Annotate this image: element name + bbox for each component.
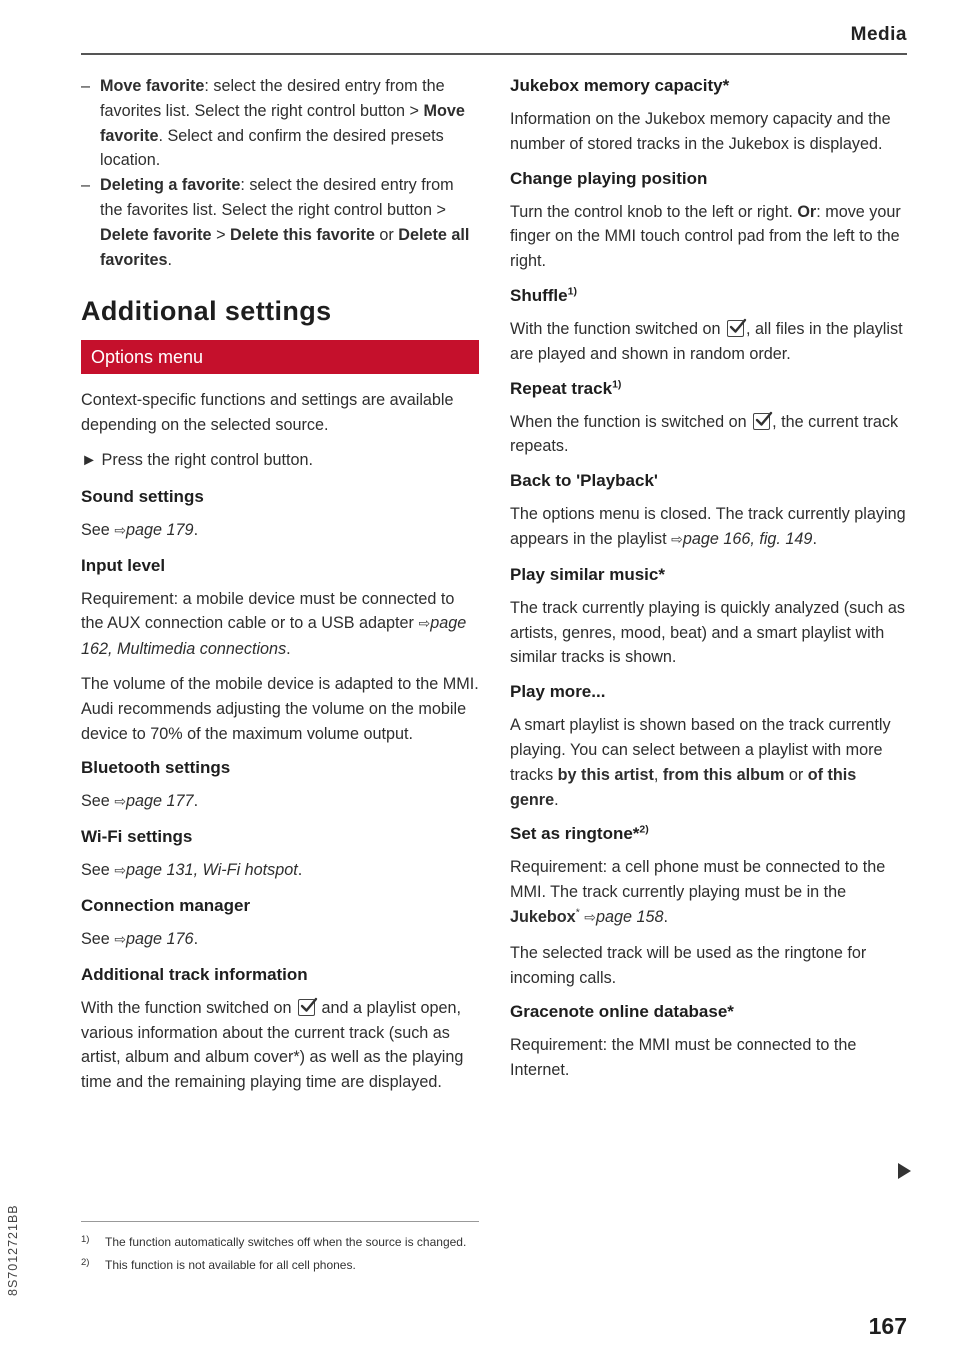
text: See — [81, 861, 115, 880]
input-level-heading: Input level — [81, 555, 166, 575]
gracenote-text: Requirement: the MMI must be connected to the Internet. — [510, 1036, 857, 1080]
arrow-icon: ⇨ — [114, 794, 127, 811]
set-ringtone-heading — [510, 822, 908, 846]
page-link[interactable]: page 162, Multimedia connections — [81, 614, 467, 659]
press-step: ► Press the right control button. — [81, 450, 313, 469]
document-code: 8S7012721BB — [6, 1204, 20, 1296]
text: . — [193, 929, 199, 948]
play-similar-heading: Play similar music* — [510, 564, 665, 584]
jukebox-term: Jukebox — [510, 907, 576, 926]
left-column — [81, 74, 479, 1105]
text: , all files in the playlist are played and shown in random order. — [510, 319, 903, 363]
sound-settings-heading: Sound settings — [81, 486, 204, 506]
footnotes — [81, 1233, 479, 1278]
checkbox-checked-icon — [753, 413, 770, 430]
text: When the function is switched on — [510, 412, 752, 431]
option-from-album: from this album — [662, 765, 785, 784]
section-heading: Additional settings — [81, 296, 332, 327]
text: . — [286, 640, 291, 659]
footnote-2 — [81, 1256, 479, 1275]
input-level-volume-text: The volume of the mobile device is adapted to the MMI. Audi recommends adjusting the volume on the mobile device to 70% of the maximum volume output. — [81, 674, 479, 743]
asterisk: * — [575, 906, 580, 919]
text: Turn the control knob to the left or right. — [510, 202, 798, 221]
change-position-text — [510, 200, 908, 274]
arrow-icon: ⇨ — [114, 931, 127, 948]
arrow-icon: ⇨ — [418, 616, 431, 633]
text: Requirement: a cell phone must be connected to the MMI. The track currently playing must be in the — [510, 858, 886, 902]
set-ringtone-text: The selected track will be used as the ringtone for incoming calls. — [510, 943, 867, 987]
footnote-ref: 1) — [612, 377, 622, 390]
continue-arrow-icon — [898, 1163, 911, 1179]
sound-settings-text — [81, 518, 479, 544]
checkbox-checked-icon — [298, 999, 315, 1016]
text: . — [554, 790, 559, 809]
text: . — [193, 792, 199, 811]
term: Move favorite — [100, 77, 205, 95]
page-link[interactable]: page 176 — [126, 929, 194, 948]
connection-manager-text — [81, 927, 479, 953]
term: Move favorite — [100, 101, 465, 145]
intro-text: Context-specific functions and settings are available depending on the selected source. — [81, 391, 454, 435]
right-column — [510, 74, 908, 1093]
text: . — [663, 907, 669, 926]
text: See — [81, 520, 115, 539]
section-title: Media — [850, 24, 907, 45]
gt-symbol: > — [409, 101, 419, 120]
text: A smart playlist is shown based on the track currently playing. You can select between a playlist with more tracks — [510, 716, 891, 784]
term: Delete favorite — [100, 225, 212, 244]
text: . — [167, 250, 172, 269]
play-similar-text: The track currently playing is quickly analyzed (such as artists, genres, mood, beat) and a smart playlist with similar tracks is shown. — [510, 598, 905, 667]
play-more-heading: Play more... — [510, 682, 606, 702]
footnote-number: 1) — [81, 1234, 90, 1245]
gt-symbol: > — [216, 225, 226, 244]
footnote-ref: 2) — [639, 823, 649, 836]
term: Deleting a favorite — [100, 176, 241, 195]
text: . — [297, 861, 303, 880]
arrow-icon: ⇨ — [671, 531, 683, 548]
bullet-delete-favorite — [81, 173, 479, 272]
bluetooth-settings-text — [81, 789, 479, 815]
footnote-number: 2) — [81, 1256, 90, 1268]
connection-manager-heading: Connection manager — [81, 895, 251, 915]
text: . — [193, 520, 199, 539]
text: or — [784, 765, 808, 784]
text: With the function switched on — [81, 998, 297, 1017]
footnote-ref: 1) — [567, 285, 577, 298]
set-ringtone-requirement — [510, 855, 908, 930]
or-keyword: Or — [797, 202, 817, 221]
header-rule — [81, 53, 907, 55]
option-by-artist: by this artist — [557, 765, 654, 784]
page-link[interactable]: page 166, fig. 149 — [682, 529, 813, 548]
text: . — [812, 529, 817, 548]
back-to-playback-heading: Back to 'Playback' — [510, 471, 658, 491]
option-of-genre: of this genre — [510, 765, 857, 809]
text: : move your finger on the MMI touch control pad from the left to the right. — [510, 202, 901, 271]
term: Delete all favorites — [100, 225, 470, 269]
footnote-1 — [81, 1233, 479, 1252]
gracenote-heading: Gracenote online database* — [510, 1002, 734, 1022]
text: : select the desired entry from the favorites list. Select the right control button — [100, 77, 445, 120]
repeat-track-text — [510, 410, 908, 460]
footnote-text: The function automatically switches off when the source is changed. — [105, 1235, 467, 1249]
text: or — [374, 225, 399, 244]
page-link[interactable]: page 179 — [126, 520, 194, 539]
play-more-text — [510, 713, 908, 812]
footnote-rule — [81, 1221, 479, 1222]
arrow-icon: ⇨ — [114, 522, 127, 539]
track-info-text — [81, 996, 479, 1095]
jukebox-capacity-heading: Jukebox memory capacity* — [510, 76, 730, 95]
jukebox-capacity-text: Information on the Jukebox memory capacity and the number of stored tracks in the Jukebox is displayed. — [510, 110, 891, 153]
term: Delete this favorite — [230, 225, 375, 244]
text: . Select and confirm the desired presets location. — [100, 126, 444, 170]
page-link[interactable]: page 131, Wi-Fi hotspot — [126, 861, 298, 880]
arrow-icon: ⇨ — [584, 909, 597, 926]
back-to-playback-text — [510, 502, 908, 553]
track-info-heading: Additional track information — [81, 964, 308, 984]
checkbox-checked-icon — [727, 320, 744, 337]
repeat-track-heading — [510, 377, 908, 401]
bluetooth-settings-heading: Bluetooth settings — [81, 758, 231, 778]
text: See — [81, 792, 115, 811]
wifi-settings-heading: Wi-Fi settings — [81, 827, 193, 847]
bullet-move-favorite — [81, 74, 479, 173]
text: Requirement: a mobile device must be connected to the AUX connection cable or to a USB adapter — [81, 589, 455, 633]
text: , — [653, 765, 663, 784]
change-position-heading: Change playing position — [510, 168, 708, 188]
bullet-dash: – — [81, 176, 91, 195]
text: See — [81, 929, 115, 948]
heading-text: Shuffle — [510, 285, 568, 305]
page-link[interactable]: page 177 — [126, 792, 194, 811]
heading-text: Set as ringtone* — [510, 824, 640, 844]
footnote-text: This function is not available for all cell phones. — [105, 1257, 356, 1272]
text: and a playlist open, various information about the current track (such as artist, album and album cover*) as well as the playing time and the remaining playing time are displayed. — [81, 998, 464, 1092]
gt-symbol: > — [436, 200, 446, 219]
page-number: 167 — [868, 1313, 907, 1339]
wifi-settings-text — [81, 858, 479, 884]
bullet-dash: – — [81, 77, 91, 95]
options-menu-banner: Options menu — [81, 340, 479, 374]
shuffle-heading — [510, 284, 908, 308]
text: : select the desired entry from the favorites list. Select the right control button — [100, 176, 454, 219]
page-link[interactable]: page 158 — [596, 907, 664, 926]
text: The options menu is closed. The track currently playing appears in the playlist — [510, 505, 906, 548]
shuffle-text — [510, 317, 908, 367]
input-level-requirement — [81, 587, 479, 662]
text: With the function switched on — [510, 319, 726, 338]
arrow-icon: ⇨ — [114, 863, 127, 880]
heading-text: Repeat track — [510, 378, 613, 398]
text: , the current track repeats. — [510, 412, 899, 456]
